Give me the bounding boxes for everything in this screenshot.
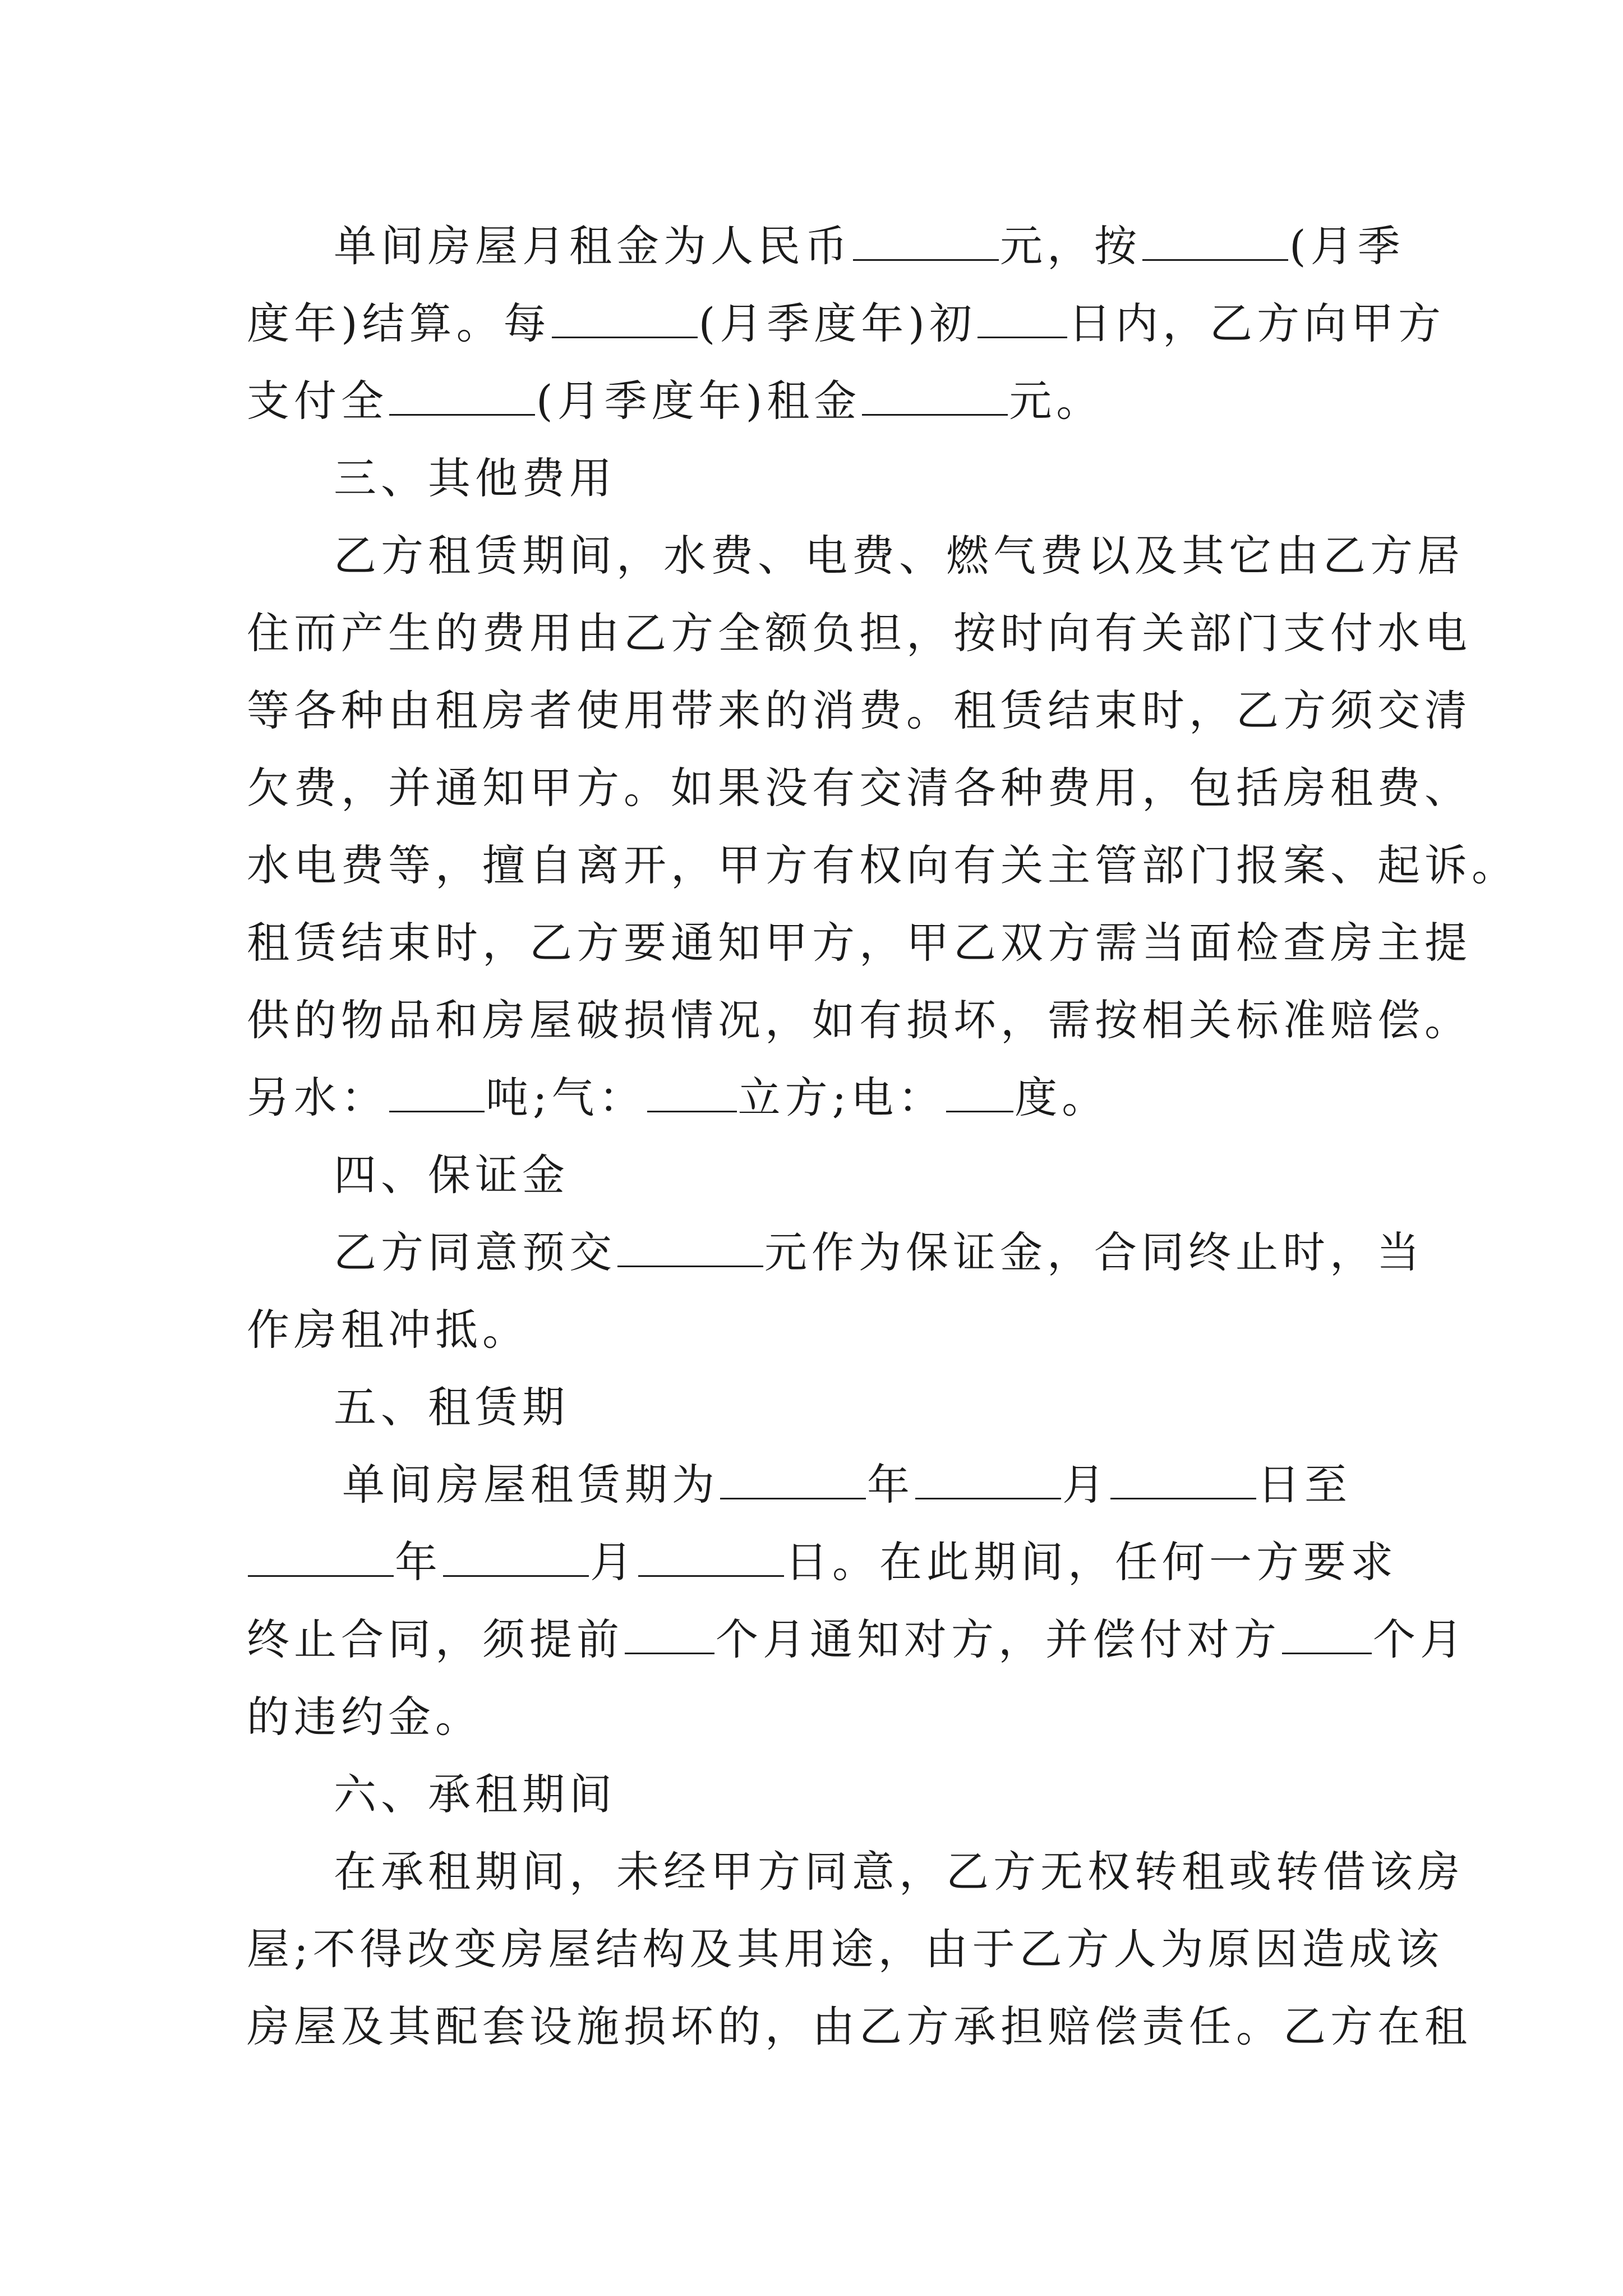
paragraph-line: 水电费等，擅自离开，甲方有权向有关主管部门报案、起诉。 xyxy=(247,840,1519,890)
utilities-line xyxy=(247,1059,1391,1137)
text-run: 个月 xyxy=(1373,1614,1467,1664)
text-run: 支付全 xyxy=(247,376,388,426)
paragraph-line: 房屋及其配套设施损坏的，由乙方承担赔偿责任。乙方在租 xyxy=(247,2001,1472,2051)
rent-line-3 xyxy=(247,362,1391,440)
fill-blank xyxy=(443,1536,589,1577)
deposit-line-1 xyxy=(247,1214,1424,1291)
text-run: 元。 xyxy=(1009,376,1104,426)
fill-blank xyxy=(617,1226,763,1267)
rent-line-1 xyxy=(247,208,1405,285)
text-run: 月 xyxy=(1062,1460,1109,1510)
text-run: 个月通知对方，并偿付对方 xyxy=(716,1614,1281,1664)
fill-blank xyxy=(1142,220,1288,261)
fill-blank xyxy=(552,297,698,338)
text-run: (月季度年)租金 xyxy=(536,376,861,426)
paragraph-line: 的违约金。 xyxy=(247,1692,482,1742)
term-line-3 xyxy=(247,1601,1467,1678)
fill-blank xyxy=(946,1071,1013,1112)
text-run: 月 xyxy=(590,1537,637,1587)
paragraph-line: 在承租期间，未经甲方同意，乙方无权转租或转借该房 xyxy=(334,1847,1464,1897)
paragraph-line: 等各种由租房者使用带来的消费。租赁结束时，乙方须交清 xyxy=(247,685,1472,735)
paragraph-line: 租赁结束时，乙方要通知甲方，甲乙双方需当面检查房主提 xyxy=(247,918,1472,968)
text-run: 终止合同，须提前 xyxy=(247,1614,624,1664)
fill-blank xyxy=(978,297,1067,338)
paragraph-line: 乙方租赁期间，水费、电费、燃气费以及其它由乙方居 xyxy=(334,531,1464,581)
text-run: 年 xyxy=(867,1460,914,1510)
paragraph-line: 住而产生的费用由乙方全额负担，按时向有关部门支付水电 xyxy=(247,608,1472,658)
fill-blank xyxy=(915,1458,1061,1499)
fill-blank xyxy=(862,375,1008,416)
text-run: 度年)结算。每 xyxy=(247,298,551,348)
text-run: 元，按 xyxy=(1000,221,1141,271)
fill-blank xyxy=(720,1458,866,1499)
rent-line-2 xyxy=(247,285,1445,362)
section-heading: 四、保证金 xyxy=(334,1150,569,1200)
fill-blank xyxy=(1110,1458,1256,1499)
text-run: 日。在此期间，任何一方要求 xyxy=(785,1537,1398,1587)
paragraph-line: 欠费，并通知甲方。如果没有交清各种费用，包括房租费、 xyxy=(247,763,1472,813)
text-run: 元作为保证金，合同终止时，当 xyxy=(764,1227,1424,1277)
text-run: 单间房屋月租金为人民币 xyxy=(334,221,852,271)
text-run: 日内，乙方向甲方 xyxy=(1068,298,1445,348)
text-run: 单间房屋租赁期为 xyxy=(342,1460,719,1510)
fill-blank xyxy=(853,220,999,261)
fill-blank xyxy=(389,1071,485,1112)
text-run: (月季度年)初 xyxy=(698,298,976,348)
text-run: 年 xyxy=(395,1537,442,1587)
fill-blank xyxy=(248,1536,394,1577)
text-run: 乙方同意预交 xyxy=(334,1227,616,1277)
fill-blank xyxy=(389,375,535,416)
text-run: 度。 xyxy=(1015,1073,1109,1122)
text-run: 另水： xyxy=(247,1073,388,1122)
fill-blank xyxy=(638,1536,784,1577)
term-line-2 xyxy=(247,1524,1398,1601)
section-heading: 五、租赁期 xyxy=(334,1382,569,1432)
section-heading: 三、其他费用 xyxy=(334,453,616,503)
text-run: 立方;电： xyxy=(737,1073,946,1122)
fill-blank xyxy=(625,1613,714,1654)
fill-blank xyxy=(647,1071,737,1112)
paragraph-line: 屋;不得改变房屋结构及其用途，由于乙方人为原因造成该 xyxy=(247,1924,1444,1974)
paragraph-line: 供的物品和房屋破损情况，如有损坏，需按相关标准赔偿。 xyxy=(247,995,1472,1045)
text-run: 吨;气： xyxy=(486,1073,646,1122)
paragraph-line: 作房租冲抵。 xyxy=(247,1305,529,1355)
section-heading: 六、承租期间 xyxy=(334,1769,616,1819)
term-line-1 xyxy=(247,1446,1391,1524)
text-run: 日至 xyxy=(1257,1460,1352,1510)
text-run: (月季 xyxy=(1289,221,1405,271)
document-page xyxy=(247,208,1519,2065)
fill-blank xyxy=(1282,1613,1372,1654)
